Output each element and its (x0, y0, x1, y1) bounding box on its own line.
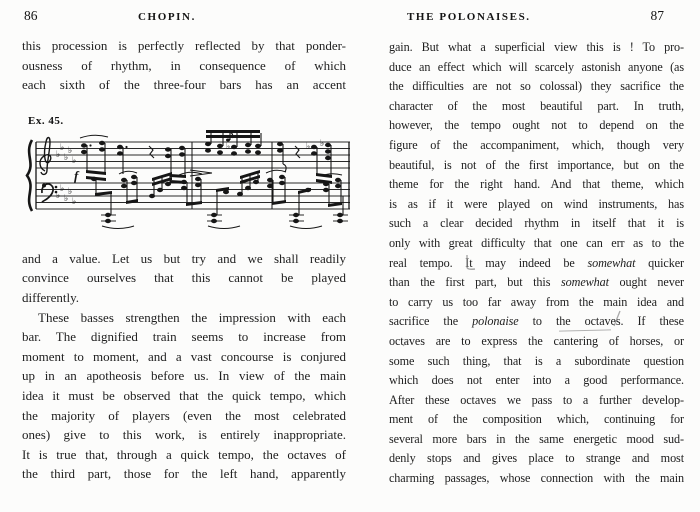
text-line: gain. But what a superficial view this is ! To pro- (389, 40, 684, 54)
svg-text:♭: ♭ (320, 138, 325, 149)
svg-text:♭: ♭ (72, 196, 77, 207)
text-line: the difficulties are not so colossal) they sacrifice the (389, 79, 684, 94)
text-line: and a value. Let us but try and we shall readily (22, 250, 346, 266)
left-page-header (22, 8, 346, 26)
treble-clef-icon (40, 137, 51, 174)
text-line: After these octaves we pass to a further develop- (389, 392, 684, 407)
svg-text:♭: ♭ (60, 183, 65, 194)
pencil-bracket-annotation (463, 254, 477, 272)
left-page (22, 8, 346, 484)
svg-text:♭: ♭ (306, 141, 311, 152)
svg-text:♭: ♭ (226, 141, 231, 152)
text-line: theme for the right hand. And that theme, which (389, 177, 684, 192)
text-line: real tempo. It may indeed be somewhat quicker (389, 255, 684, 270)
text-line: however, the tempo ought not to depend on the (389, 118, 684, 133)
music-example (22, 115, 346, 239)
text-line: It is true that, through a quick tempo, the octaves of (22, 446, 346, 462)
text-line: some such thing, that is a subordinate question (389, 353, 684, 368)
text-line: the majority of players (even the most celebrated (22, 407, 346, 423)
text-line: idea it must be observed that the quick tempo, which (22, 387, 346, 403)
text-line: octaves are to express the cantering of horses, or (389, 333, 684, 348)
svg-text:♭: ♭ (64, 193, 69, 204)
left-paragraph-1 (22, 36, 346, 95)
treble-notes (80, 130, 332, 184)
text-line: ousness of rhythm, in consequence of which (22, 57, 346, 73)
svg-text:♭: ♭ (60, 142, 65, 153)
text-line: charming passages, whose connection with the main (389, 471, 684, 486)
bass-notes (91, 170, 348, 229)
text-line: up in an apotheosis before us. In view of the main (22, 368, 346, 384)
text-line: which does not enter into a good performance. (389, 373, 684, 388)
svg-text:♭: ♭ (64, 152, 69, 163)
text-line: These basses strengthen the impression with each (38, 309, 346, 325)
forte-marking: f (74, 167, 79, 183)
text-line: ment of the composition which, continuing for (389, 412, 684, 427)
text-line: bar. The dignified train seems to increase from (22, 329, 346, 345)
text-line: to carry us too far away from the main idea and (389, 294, 684, 309)
bass-clef-icon (42, 183, 57, 202)
left-page-number: 86 (24, 8, 38, 23)
pencil-slash-annotation (611, 310, 623, 328)
music-example-label: Ex. 45. (28, 114, 64, 127)
text-line: figure of the accompaniment, which, though very (389, 137, 684, 152)
text-line: only with great difficulty that one can err as to the (389, 235, 684, 250)
text-line: such a clear decided rhythm in itself that it is (389, 216, 684, 231)
text-line: differently. (22, 289, 80, 305)
text-line: convince ourselves that this cannot be played (22, 270, 346, 286)
text-line: ones) give to this work, is entirely inappropriate. (22, 427, 346, 443)
brace-icon (27, 140, 32, 211)
text-line: than the first part, but this somewhat ought never (389, 275, 684, 290)
text-line: is as if it were played on wind instruments, has (389, 196, 684, 211)
text-line: sacrifice the polonaise to the octaves. If these (389, 314, 684, 329)
text-line: moment to moment, and a vast concourse is conjured (22, 348, 346, 364)
right-page-number: 87 (650, 8, 664, 23)
right-page-header (389, 8, 684, 26)
svg-text:♭: ♭ (56, 149, 61, 160)
text-line: beautiful, is not of the first importance, but on the (389, 157, 684, 172)
text-line: the third part, those for the left hand, apparently (22, 466, 346, 482)
pencil-tick-annotation (401, 338, 413, 350)
text-line: several more bars in the same energetic mood sud- (389, 431, 684, 446)
svg-text:♭: ♭ (72, 155, 77, 166)
text-line: duce an effect which will scarcely astonish anyone (as (389, 59, 684, 74)
svg-text:♭: ♭ (68, 186, 73, 197)
right-running-head: THE POLONAISES. (407, 11, 531, 23)
right-page (389, 8, 684, 489)
hairpin-icon (190, 170, 212, 176)
left-paragraph-2 (22, 249, 346, 484)
text-line: denly stops and gives place to strange and most (389, 451, 684, 466)
left-running-head: CHOPIN. (138, 11, 196, 23)
text-line: character of the most beautiful part. In truth, (389, 98, 684, 113)
grand-staff (22, 130, 350, 234)
svg-text:♭: ♭ (56, 190, 61, 201)
right-paragraph (389, 38, 684, 489)
text-line: each sixth of the three-four bars has an accent (22, 77, 346, 93)
text-line: this procession is perfectly reflected by that ponder- (22, 38, 346, 53)
svg-text:♭: ♭ (68, 145, 73, 156)
